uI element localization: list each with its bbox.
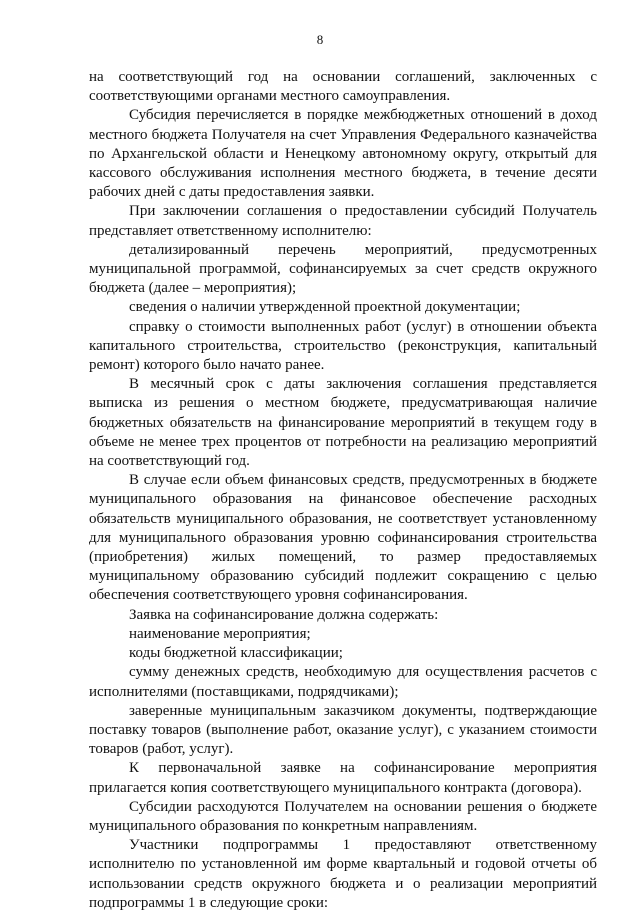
- list-item: детализированный перечень мероприятий, предусмотренных муниципальной программой, софинансируемых за счет средств окружного бюджета (далее – мероприятия);: [89, 241, 597, 297]
- paragraph: Субсидия перечисляется в порядке межбюджетных отношений в доход местного бюджета Получателя на счет Управления Федерального казначейства по Архангельской области и Ненецкому автономному округу, открытый для кассового обслуживания исполнения местного бюджета, в течение десяти рабочих дней с даты предоставления заявки.: [89, 107, 597, 201]
- paragraph: В месячный срок с даты заключения соглашения представляется выписка из решения о местном бюджете, предусматривающая наличие бюджетных обязательств на финансирование мероприятий в текущем году в объеме не менее трех процентов от потребности на реализацию мероприятий на соответствующий год.: [89, 376, 597, 470]
- list-item: сведения о наличии утвержденной проектной документации;: [129, 299, 521, 316]
- paragraph: Субсидии расходуются Получателем на основании решения о бюджете муниципального образования по конкретным направлениям.: [89, 798, 597, 834]
- paragraph: При заключении соглашения о предоставлении субсидий Получатель представляет ответственному исполнителю:: [89, 203, 597, 239]
- paragraph: Заявка на софинансирование должна содержать:: [129, 606, 439, 623]
- page-number: 8: [316, 32, 324, 47]
- list-item: заверенные муниципальным заказчиком документы, подтверждающие поставку товаров (выполнение работ, оказание услуг), с указанием стоимости товаров (работ, услуг).: [89, 702, 597, 758]
- paragraph: В случае если объем финансовых средств, предусмотренных в бюджете муниципального образования на финансовое обеспечение расходных обязательств муниципального образования, не соответствует установленному для муниципального образования уровню софинансирования строительства (приобретения) жилых помещений, то размер предоставляемых муниципальному образованию субсидий подлежит сокращению с целью обеспечения соответствующего уровня софинансирования.: [89, 472, 597, 604]
- paragraph: К первоначальной заявке на софинансирование мероприятия прилагается копия соответствующего муниципального контракта (договора).: [89, 760, 597, 796]
- list-item: коды бюджетной классификации;: [129, 645, 343, 662]
- paragraph: Участники подпрограммы 1 предоставляют ответственному исполнителю по установленной им форме квартальный и годовой отчеты об использовании средств окружного бюджета и о реализации мероприятий подпрограммы 1 в следующие сроки:: [89, 837, 597, 911]
- paragraph: на соответствующий год на основании соглашений, заключенных с соответствующими органами местного самоуправления.: [89, 69, 597, 105]
- list-item: наименование мероприятия;: [129, 625, 311, 642]
- list-item: справку о стоимости выполненных работ (услуг) в отношении объекта капитального строительства, строительство (реконструкция, капитальный ремонт) которого было начато ранее.: [89, 318, 597, 374]
- list-item: сумму денежных средств, необходимую для осуществления расчетов с исполнителями (поставщиками, подрядчиками);: [89, 664, 597, 700]
- document-body: [89, 68, 597, 913]
